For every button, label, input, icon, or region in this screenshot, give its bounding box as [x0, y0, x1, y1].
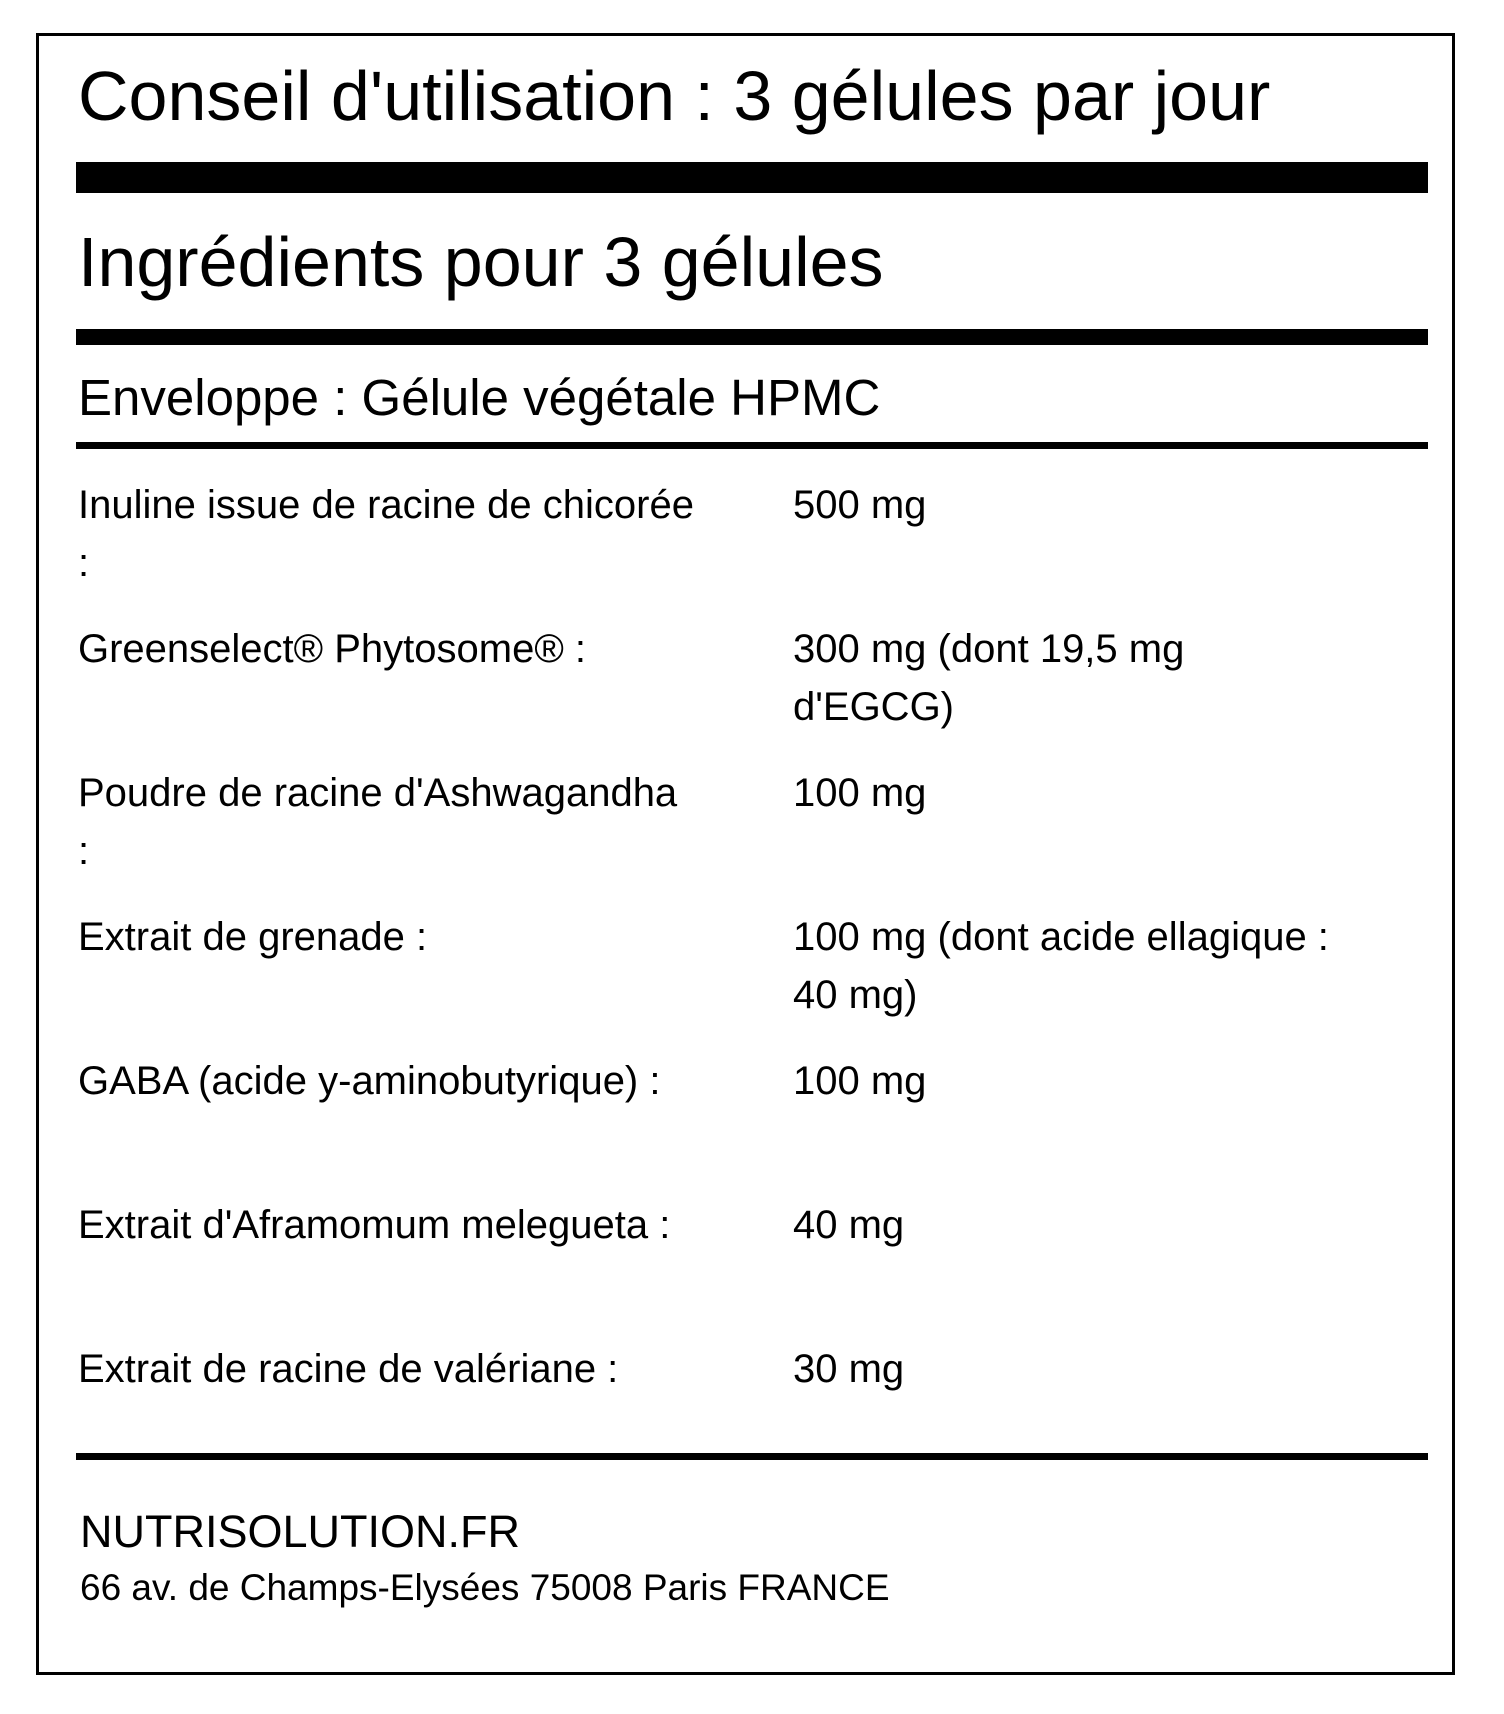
ingredient-amount: 100 mg	[793, 1059, 927, 1103]
ingredient-row	[78, 1340, 1418, 1484]
medium-divider	[76, 329, 1428, 345]
ingredient-amount: 100 mg (dont acide ellagique : 40 mg)	[793, 915, 1329, 1017]
ingredient-name: GABA (acide y-aminobutyrique) :	[78, 1059, 661, 1103]
ingredient-name: Extrait de grenade :	[78, 915, 428, 959]
thin-divider	[76, 442, 1428, 449]
ingredients-title: Ingrédients pour 3 gélules	[78, 223, 884, 301]
usage-advice: Conseil d'utilisation : 3 gélules par jour	[78, 57, 1271, 135]
brand-name: NUTRISOLUTION.FR	[80, 1506, 521, 1557]
ingredient-amount: 500 mg	[793, 483, 927, 527]
ingredient-name: Poudre de racine d'Ashwagandha :	[78, 771, 678, 873]
company-address: 66 av. de Champs-Elysées 75008 Paris FRANCE	[80, 1567, 890, 1608]
ingredient-name: Inuline issue de racine de chicorée :	[78, 483, 694, 585]
capsule-envelope: Enveloppe : Gélule végétale HPMC	[78, 369, 881, 426]
ingredient-amount: 300 mg (dont 19,5 mg d'EGCG)	[793, 627, 1185, 729]
ingredient-row	[78, 764, 1418, 908]
ingredient-row	[78, 1052, 1418, 1196]
ingredient-name: Extrait de racine de valériane :	[78, 1347, 619, 1391]
ingredient-row	[78, 476, 1418, 620]
ingredient-amount: 100 mg	[793, 771, 927, 815]
ingredient-amount: 40 mg	[793, 1203, 905, 1247]
ingredient-name: Extrait d'Aframomum melegueta :	[78, 1203, 671, 1247]
footer-divider	[76, 1453, 1428, 1460]
ingredient-row	[78, 908, 1418, 1052]
ingredient-list	[78, 476, 1418, 1484]
ingredient-row	[78, 620, 1418, 764]
ingredient-row	[78, 1196, 1418, 1340]
ingredient-name: Greenselect® Phytosome® :	[78, 627, 587, 671]
thick-divider	[76, 162, 1428, 193]
ingredient-amount: 30 mg	[793, 1347, 905, 1391]
